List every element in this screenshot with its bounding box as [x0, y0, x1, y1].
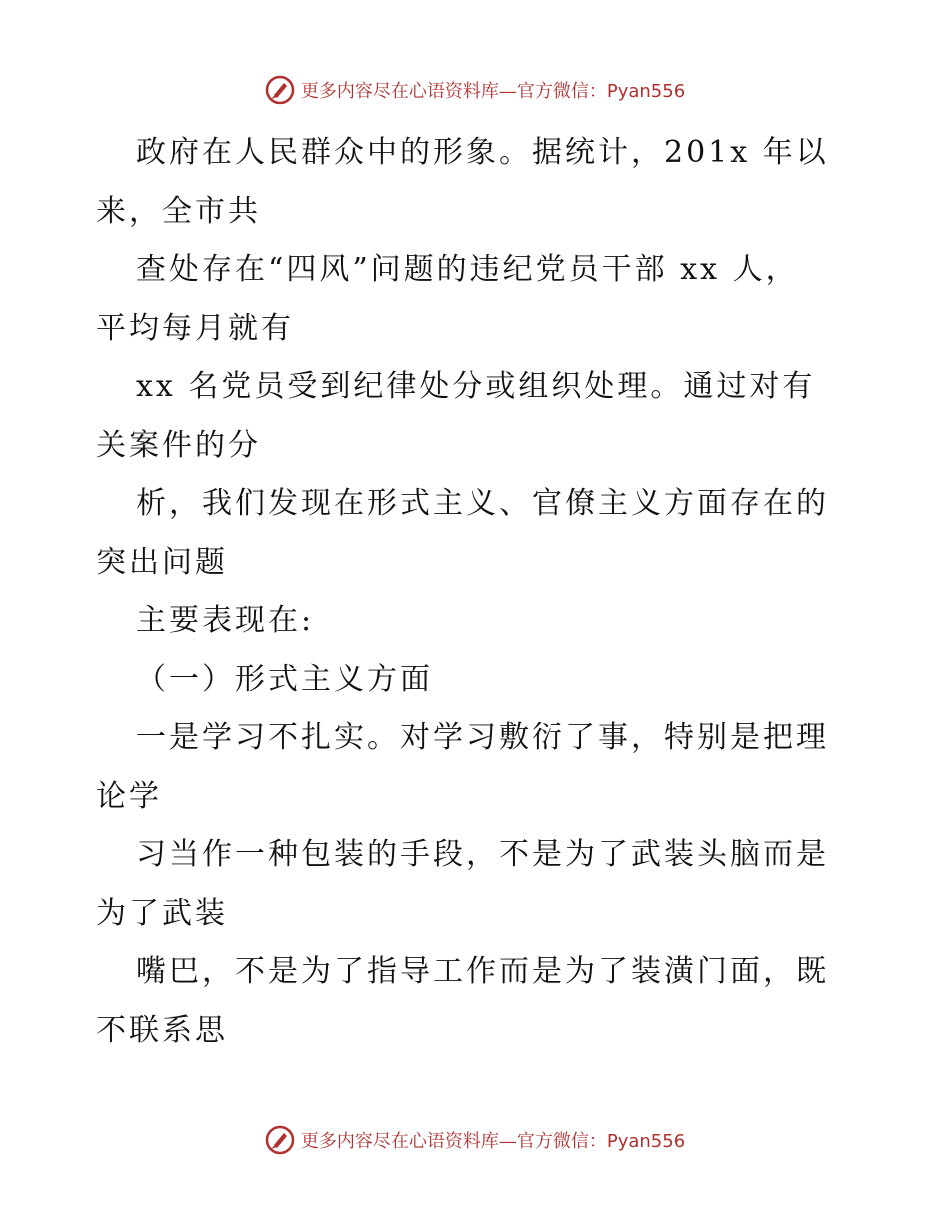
text-line: 主要表现在: [136, 603, 315, 638]
text-line: 查处存在“四风”问题的违纪党员干部 xx 人， [136, 252, 799, 287]
wechat-id: Pyan556 [606, 81, 686, 102]
banner-text: 更多内容尽在心语资料库—官方微信：Pyan556 [300, 1131, 686, 1152]
text-line: 嘴巴，不是为了指导工作而是为了装潢门面，既 [136, 954, 829, 989]
wechat-id: Pyan556 [606, 1131, 686, 1152]
text-line: xx 名党员受到纪律处分或组织处理。通过对有 [136, 369, 816, 404]
text-line: 政府在人民群众中的形象。据统计，201x 年以 [136, 135, 829, 170]
document-body [96, 124, 856, 1060]
text-line: 一是学习不扎实。对学习敷衍了事，特别是把理 [136, 720, 829, 755]
text-line: 析，我们发现在形式主义、官僚主义方面存在的 [136, 486, 829, 521]
text-line: 不联系思 [96, 1012, 228, 1048]
banner-text: 更多内容尽在心语资料库—官方微信：Pyan556 [300, 81, 686, 102]
pen-nib-logo-icon [265, 1125, 295, 1155]
text-line: 平均每月就有 [96, 310, 294, 346]
text-line: 来，全市共 [96, 193, 261, 229]
section-heading: （一）形式主义方面 [136, 661, 433, 697]
header-banner [0, 72, 950, 108]
text-line: 关案件的分 [96, 427, 261, 463]
text-line: 论学 [96, 778, 162, 814]
pen-nib-logo-icon [265, 75, 295, 105]
text-line: 突出问题 [96, 544, 228, 580]
footer-banner [0, 1122, 950, 1158]
text-line: 为了武装 [96, 895, 228, 931]
text-line: 习当作一种包装的手段，不是为了武装头脑而是 [136, 837, 829, 872]
